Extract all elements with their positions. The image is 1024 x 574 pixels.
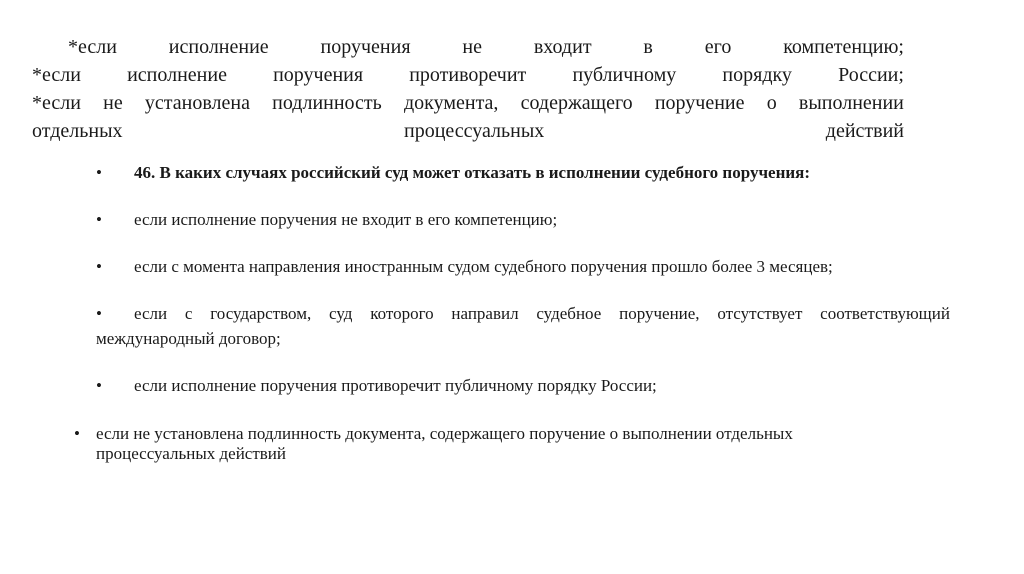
word: поручение — [654, 92, 745, 114]
word: поручения — [320, 36, 411, 58]
word: в — [643, 36, 653, 58]
word: исполнение — [127, 64, 227, 86]
word: его — [704, 36, 732, 58]
word: действий — [825, 120, 904, 142]
word: направил — [451, 304, 519, 323]
bullet-icon: • — [74, 424, 80, 443]
item-text: если исполнение поручения не входит в его компетенцию; — [134, 210, 558, 229]
word: не — [103, 92, 123, 114]
list-item-competence — [96, 207, 950, 232]
bullet-icon: • — [96, 376, 102, 395]
word: с — [184, 304, 193, 323]
word: подлинность — [272, 92, 382, 114]
top-paragraph — [32, 33, 904, 145]
word: компетенцию; — [783, 36, 904, 58]
word: судебное — [536, 304, 602, 323]
treaty-line-1 — [134, 301, 950, 326]
word: отсутствует — [717, 304, 803, 323]
word: государством, — [210, 304, 312, 323]
word: поручение, — [619, 304, 700, 323]
word: суд — [329, 304, 353, 323]
top-line-4 — [32, 117, 904, 145]
list-item-three-months — [96, 254, 950, 279]
word: *если — [32, 92, 81, 114]
word: России; — [838, 64, 904, 86]
item-text: если с момента направления иностранным судом судебного поручения прошло более 3 месяцев; — [134, 257, 833, 276]
list-item-public-order — [96, 373, 950, 398]
word: процессуальных — [403, 120, 545, 142]
top-line-3 — [32, 89, 904, 117]
word: входит — [533, 36, 592, 58]
word: поручения — [273, 64, 364, 86]
list-item-treaty — [96, 301, 950, 351]
word: о — [766, 92, 777, 114]
item-text: если исполнение поручения противоречит публичному порядку России; — [134, 376, 657, 395]
question-text: 46. В каких случаях российский суд может отказать в исполнении судебного поручения: — [134, 163, 811, 182]
word: выполнении — [798, 92, 904, 114]
word: порядку — [722, 64, 792, 86]
list-item-authenticity — [74, 424, 904, 464]
treaty-line-2: международный договор; — [96, 329, 281, 348]
bullet-icon: • — [96, 257, 102, 276]
word: публичному — [572, 64, 677, 86]
list-item-question — [96, 160, 950, 185]
bullet-icon: • — [96, 163, 102, 182]
word: соответствующий — [820, 304, 950, 323]
item-text: если не установлена подлинность документа, содержащего поручение о выполнении отдельных процессуальных действий — [96, 424, 793, 463]
word: не — [462, 36, 482, 58]
word: *если — [68, 36, 117, 58]
word: исполнение — [168, 36, 269, 58]
bullet-icon: • — [96, 304, 102, 323]
word: отдельных — [32, 120, 123, 142]
word: установлена — [144, 92, 250, 114]
word: *если — [32, 64, 81, 86]
top-line-1 — [32, 33, 904, 61]
word: содержащего — [520, 92, 633, 114]
word: если — [134, 304, 168, 323]
top-line-2 — [32, 61, 904, 89]
bullet-icon: • — [96, 210, 102, 229]
word: документа, — [403, 92, 499, 114]
bullet-list — [96, 160, 950, 398]
word: которого — [370, 304, 434, 323]
word: противоречит — [409, 64, 527, 86]
